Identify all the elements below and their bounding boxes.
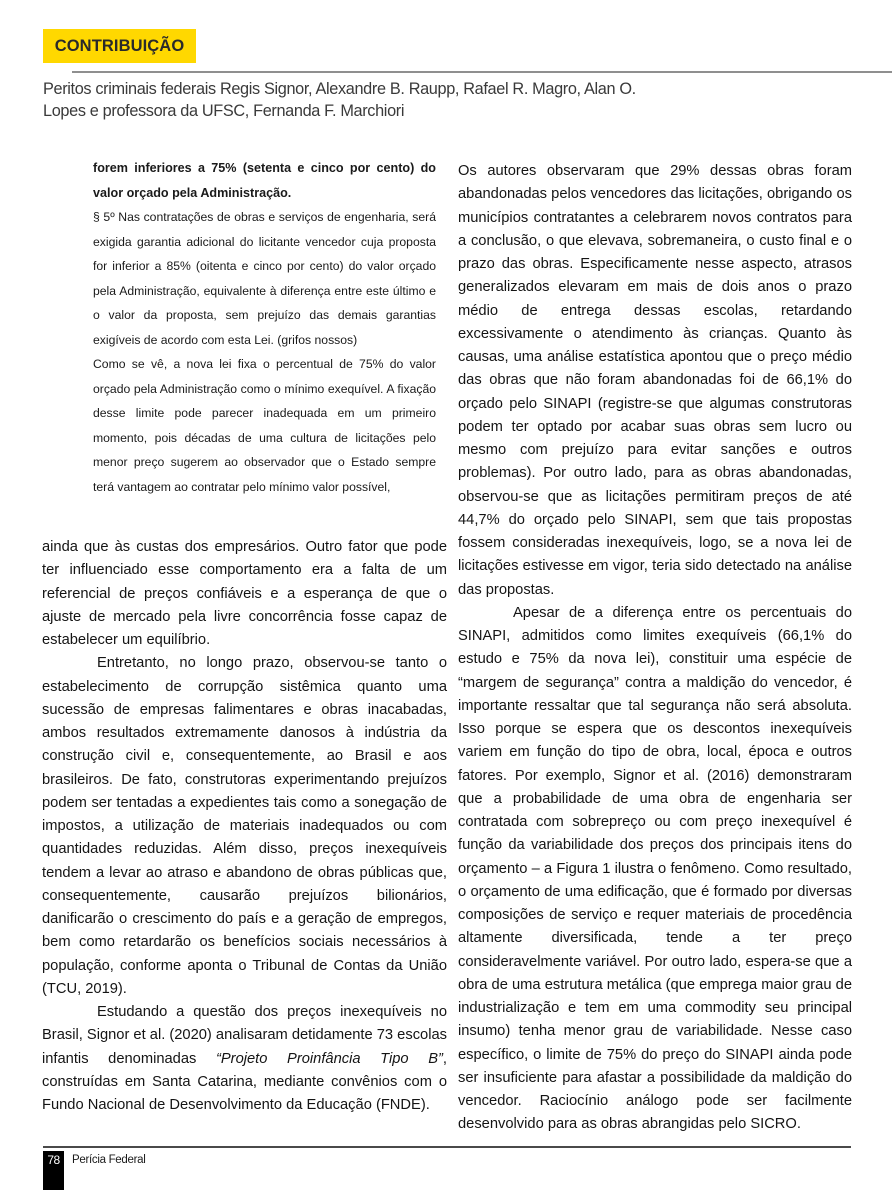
- page-number: 78: [47, 1153, 60, 1167]
- header-divider: [72, 71, 892, 73]
- quote-paragraph-5: § 5º Nas contratações de obras e serviços de engenharia, será exigida garantia adicional do licitante vencedor cuja proposta for inferior a 85% (oitenta e cinco por cento) do valor orçado pela Administração, equivalente à diferença entre este último e o valor da proposta, sem prejuízo das demais garantias exigíveis de acordo com esta Lei. (grifos nossos): [93, 210, 436, 347]
- left-paragraph-3-end: , construídas em Santa Catarina, mediante convênios com o Fundo Nacional de Desenvolvimento da Educação (FNDE).: [42, 1050, 447, 1113]
- left-paragraph-1: ainda que às custas dos empresários. Outro fator que pode ter influenciado esse comportamento era a falta de um referencial de preços confiáveis e a esperança de que o ajuste de mercado pela livre concorrência fosse capaz de estabelecer um equilíbrio.: [42, 539, 447, 648]
- section-tag: [43, 29, 196, 63]
- law-quote-block: [93, 156, 436, 499]
- left-paragraph-2: Entretanto, no longo prazo, observou-se tanto o estabelecimento de corrupção sistêmica quanto uma sucessão de empresas falimentares e obras inacabadas, ambos resultados extremamente danosos à indústria da construção civil e, consequentemente, ao Brasil e aos brasileiros. De fato, construtoras experimentando prejuízos podem ser tentadas a expedientes tais como a sonegação de impostos, a utilização de materiais inadequados ou com quantidades reduzidas. Além disso, preços inexequíveis tendem a levar ao atraso e abandono de obras públicas que, consequentemente, causarão prejuízos bilionários, danificarão o crescimento do país e a geração de empregos, bem como retardarão os benefícios sociais necessários à população, conforme aponta o Tribunal de Contas da União (TCU, 2019).: [42, 655, 447, 997]
- footer-divider: [43, 1146, 851, 1148]
- right-paragraph-2: Apesar de a diferença entre os percentuais do SINAPI, admitidos como limites exequíveis (66,1% do estudo e 75% da nova lei), constituir uma espécie de “margem de segurança” contra a maldição do vencedor, é importante ressaltar que tal segurança não será absoluta. Isso porque se espera que os descontos inexequíveis variem em função do tipo de obra, local, época e outros fatores. Por exemplo, Signor et al. (2016) demonstraram que a probabilidade de uma obra de engenharia ser contratada com sobrepreço ou com preço inexequível é função da variabilidade dos preços dos principais itens do orçamento – a Figura 1 ilustra o fenômeno. Como resultado, o orçamento de uma edificação, que é formado por diversas composições de serviço e requer materiais de procedência altamente diversificada, tende a ter preço consideravelmente variável. Por outro lado, espera-se que a obra de uma estrutura metálica (que emprega maior grau de industrialização e tem em uma commodity seu principal insumo) tenha menor grau de variabilidade. Nesse caso específico, o limite de 75% do preço do SINAPI ainda pode ser insuficiente para afastar a possibilidade da maldição do vencedor. Raciocínio análogo pode ser facilmente desenvolvido para as obras abrangidas pelo SICRO.: [458, 604, 852, 1133]
- authors-byline: Peritos criminais federais Regis Signor, Alexandre B. Raupp, Rafael R. Magro, Alan O. Lopes e professora da UFSC, Fernanda F. Marchiori: [43, 80, 636, 120]
- right-column: [458, 160, 852, 1137]
- left-paragraph-3-text: Estudando a questão dos preços inexequíveis no Brasil, Signor et al. (2020) analisaram detidamente 73 escolas infantis denominadas: [42, 1004, 447, 1067]
- left-column: [42, 536, 447, 1117]
- section-label: CONTRIBUIÇÃO: [54, 36, 185, 55]
- journal-name: Perícia Federal: [72, 1154, 146, 1166]
- left-paragraph-3: [42, 1001, 447, 1117]
- quote-bold-text: forem inferiores a 75% (setenta e cinco por cento) do valor orçado pela Administração.: [93, 161, 436, 200]
- project-name-italic: “Projeto Proinfância Tipo B”: [215, 1050, 443, 1067]
- quote-commentary: Como se vê, a nova lei fixa o percentual de 75% do valor orçado pela Administração como o mínimo exequível. A fixação desse limite pode parecer inadequada em um primeiro momento, pois décadas de uma cultura de licitações pelo menor preço sugerem ao observador que o Estado sempre terá vantagem ao contratar pelo mínimo valor possível,: [93, 357, 436, 494]
- right-paragraph-1: Os autores observaram que 29% dessas obras foram abandonadas pelos vencedores das licitações, obrigando os municípios contratantes a celebrarem novos contratos para a conclusão, o que elevava, sobremaneira, o custo final e o prazo das obras. Especificamente nesse aspecto, atrasos generalizados elevaram em mais de dois anos o prazo médio de entrega dessas escolas, retardando excessivamente o atendimento às crianças. Quanto às causas, uma análise estatística apontou que o preço médio das obras que não foram abandonadas foi de 66,1% do orçado pelo SINAPI (registre-se que algumas construtoras podem ter optado por acabar suas obras sem lucro ou mesmo com prejuízo para evitar sanções e outros problemas). Por outro lado, para as obras abandonadas, observou-se que as licitações permitiram preços de até 44,7% do orçado pelo SINAPI, sem que tais propostas fossem consideradas inexequíveis, logo, se a nova lei de licitações estivesse em vigor, teria sido detectado na análise das propostas.: [458, 163, 852, 598]
